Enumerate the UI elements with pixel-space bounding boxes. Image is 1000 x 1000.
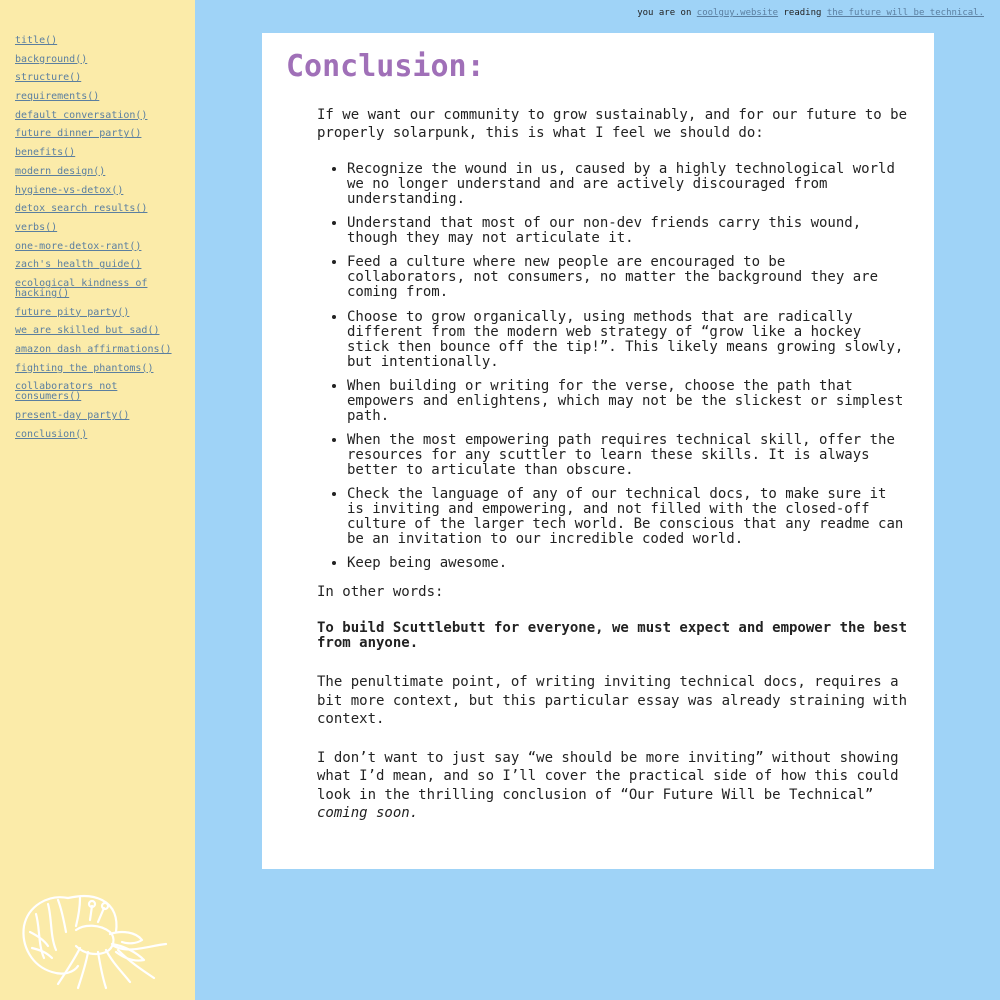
toc-link-modern-design[interactable]: modern design() [15, 165, 106, 177]
toc-link-benefits[interactable]: benefits() [15, 147, 76, 159]
toc-link-title[interactable]: title() [15, 35, 58, 46]
toc-link-one-more-detox-rant[interactable]: one-more-detox-rant() [15, 240, 142, 252]
other-words-paragraph: In other words: [317, 584, 444, 601]
location-middle: reading [783, 8, 822, 18]
toc-link-hygiene-vs-detox[interactable]: hygiene-vs-detox() [15, 184, 124, 196]
toc-link-ecological-kindness[interactable]: ecological kindness of hacking() [15, 277, 148, 299]
list-item: • When building or writing for the verse, choose the path that empowers and enlightens, which may not be the slickest or simplest path. [347, 379, 909, 424]
toc-link-amazon-dash-affirmations[interactable]: amazon dash affirmations() [15, 344, 172, 355]
toc-link-fighting-the-phantoms[interactable]: fighting the phantoms() [15, 362, 154, 374]
location-prefix: you are on [637, 8, 692, 18]
list-item: • Understand that most of our non-dev friends carry this wound, though they may not articulate it. [347, 216, 909, 246]
toc-link-detox-search-results[interactable]: detox search results() [15, 203, 148, 215]
toc-link-present-day-party[interactable]: present-day party() [15, 410, 130, 422]
article-body [317, 106, 909, 823]
closing-text: I don’t want to just say “we should be more inviting” without showing what I’d mean, and so I’ll cover the practical side of how this could look in the thrilling conclusion of “Our Future Will be Technical” [317, 749, 899, 803]
toc-link-verbs[interactable]: verbs() [15, 221, 58, 233]
toc-link-future-dinner-party[interactable]: future dinner party() [15, 128, 142, 140]
toc-link-zachs-health-guide[interactable]: zach's health guide() [15, 259, 142, 271]
reading-location [637, 8, 984, 18]
sidebar [0, 0, 195, 1000]
article-card [262, 33, 934, 869]
toc-link-future-pity-party[interactable]: future pity party() [15, 306, 130, 318]
site-link[interactable]: coolguy.website [696, 8, 779, 18]
hermit-crab-icon [18, 888, 170, 996]
toc-link-skilled-but-sad[interactable]: we are skilled but sad() [15, 325, 160, 337]
coming-soon-text: coming soon. [317, 805, 419, 822]
toc-link-default-conversation[interactable]: default conversation() [15, 109, 148, 121]
page-title: Conclusion: [286, 49, 485, 84]
toc-link-collaborators-not-consumers[interactable]: collaborators not consumers() [15, 381, 118, 403]
list-item: • Keep being awesome. [347, 556, 909, 571]
list-item: • Choose to grow organically, using methods that are radically different from the modern web strategy of “grow like a hockey stick then bounce off the tip!”. This likely means growing slowly, but intentionally. [347, 310, 909, 370]
list-item: • Feed a culture where new people are encouraged to be collaborators, not consumers, no matter the background they are coming from. [347, 255, 909, 300]
essay-link[interactable]: the future will be technical. [826, 8, 984, 18]
closing-paragraph [317, 749, 909, 823]
toc-link-conclusion[interactable]: conclusion() [15, 428, 88, 440]
penultimate-paragraph: The penultimate point, of writing inviting technical docs, requires a bit more context, but this particular essay was already straining with context. [317, 674, 908, 728]
toc-link-structure[interactable]: structure() [15, 72, 82, 84]
list-item: • Recognize the wound in us, caused by a highly technological world we no longer understand and are actively discouraged from understanding. [347, 162, 909, 207]
intro-paragraph: If we want our community to grow sustainably, and for our future to be properly solarpunk, this is what I feel we should do: [317, 107, 908, 141]
toc-link-requirements[interactable]: requirements() [15, 91, 100, 103]
recommendation-list [317, 162, 909, 571]
toc-link-background[interactable]: background() [15, 53, 88, 65]
table-of-contents [15, 36, 180, 448]
emphasis-statement: To build Scuttlebutt for everyone, we must expect and empower the best from anyone. [317, 620, 908, 652]
list-item: • Check the language of any of our technical docs, to make sure it is inviting and empowering, and not filled with the closed-off culture of the larger tech world. Be conscious that any readme can be an invitation to our incredible coded world. [347, 487, 909, 547]
list-item: • When the most empowering path requires technical skill, offer the resources for any scuttler to learn these skills. It is always better to articulate than obscure. [347, 433, 909, 478]
